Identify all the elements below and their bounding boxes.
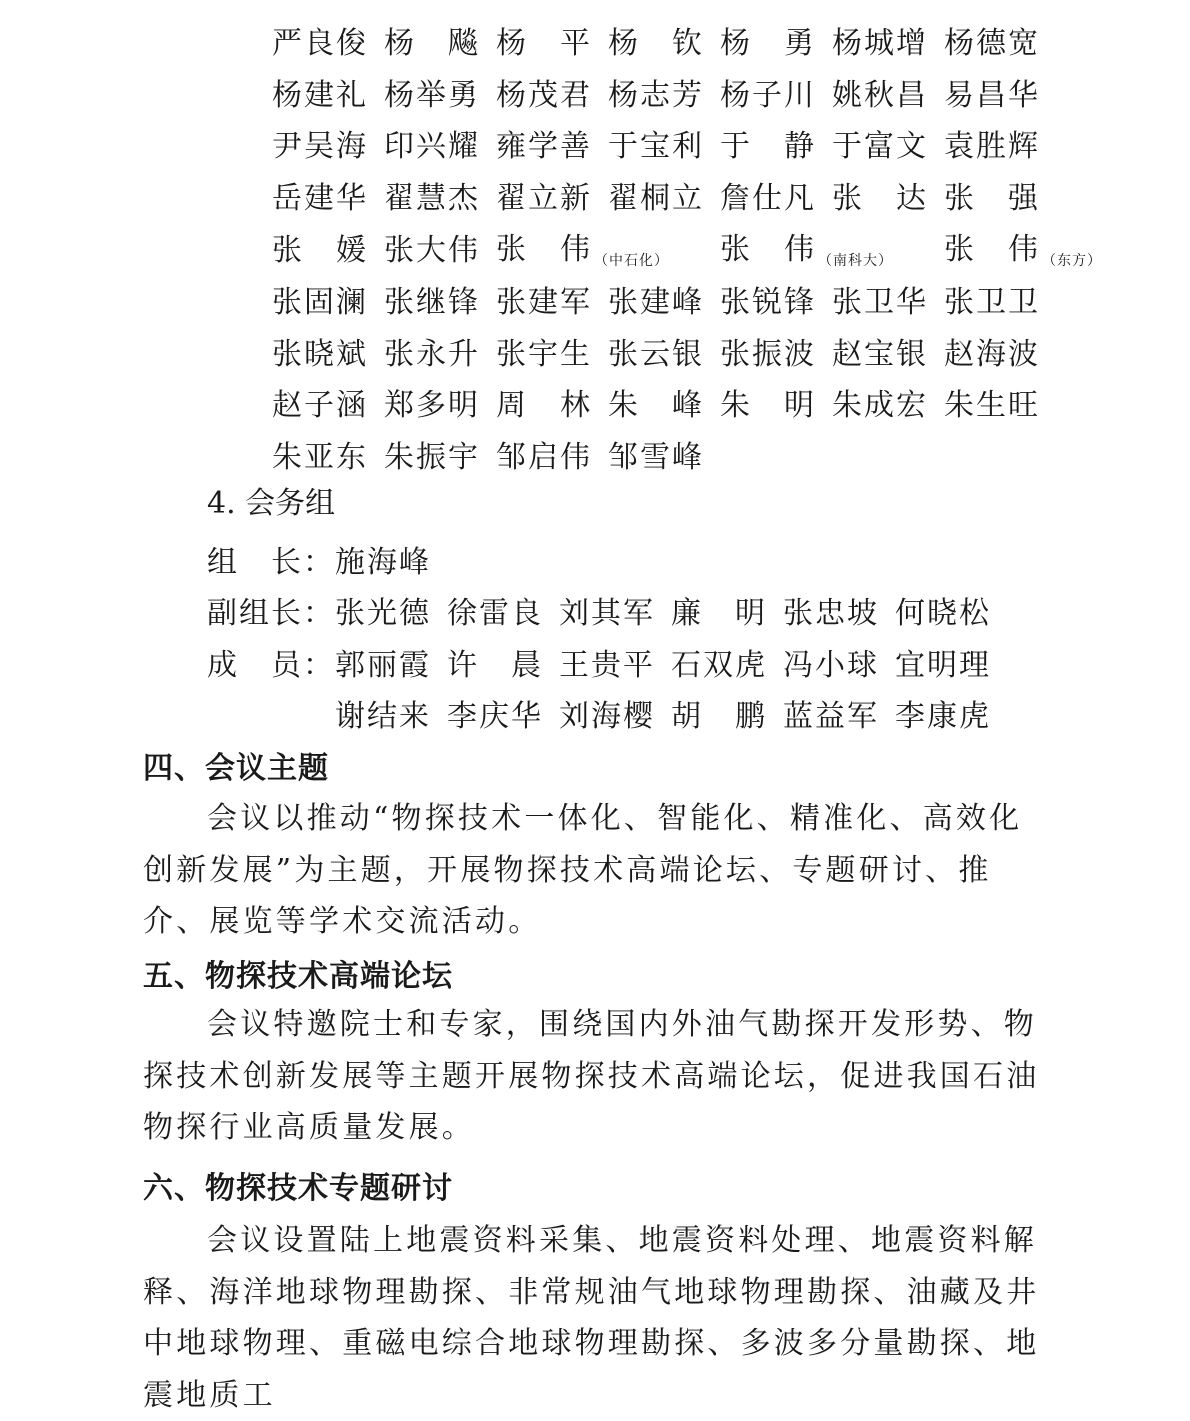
person-name: 詹仕凡	[720, 181, 816, 217]
person-name: 翟立新	[496, 181, 592, 217]
person-name: 姚秋昌	[832, 77, 928, 113]
person-name: 李庆华	[447, 699, 543, 735]
role-label: 副组长：	[207, 596, 335, 632]
person-name: 岳建华	[272, 181, 368, 217]
members-row	[207, 636, 1007, 688]
person-name: 张光德	[335, 596, 431, 632]
person-name: 张大伟	[384, 233, 480, 269]
name-row	[272, 221, 1104, 273]
person-name: 周 林	[496, 388, 592, 424]
affiliation-note: （南科大）	[818, 253, 893, 270]
person-name: 徐雷良	[447, 596, 543, 632]
person-name: 张云银	[608, 336, 704, 372]
affiliation-note: （东方）	[1042, 253, 1102, 270]
person-name: 张锐锋	[720, 284, 816, 320]
person-name-with-affiliation	[496, 224, 720, 270]
person-name: 张 伟	[496, 232, 592, 268]
person-name: 杨城增	[832, 25, 928, 61]
deputy-row	[207, 585, 1007, 637]
name-row	[272, 66, 1104, 118]
committee-name-list	[272, 14, 1104, 480]
person-name: 谢结来	[335, 699, 431, 735]
person-name: 张晓斌	[272, 336, 368, 372]
group-heading: 4. 会务组	[207, 486, 336, 521]
person-name: 郭丽霞	[335, 647, 431, 683]
person-name: 杨茂君	[496, 77, 592, 113]
role-label: 组 长：	[207, 544, 335, 580]
person-name: 朱 峰	[608, 388, 704, 424]
person-name: 张固澜	[272, 284, 368, 320]
person-name: 杨建礼	[272, 77, 368, 113]
person-name-with-affiliation	[944, 224, 1104, 270]
person-name: 印兴耀	[384, 129, 480, 165]
person-name: 袁胜辉	[944, 129, 1040, 165]
name-row	[272, 428, 1104, 480]
person-name: 张卫卫	[944, 284, 1040, 320]
person-name: 张振波	[720, 336, 816, 372]
person-name: 何晓松	[895, 596, 991, 632]
person-name: 蓝益军	[783, 699, 879, 735]
person-name: 杨 飚	[384, 25, 480, 61]
person-name: 王贵平	[559, 647, 655, 683]
person-name: 杨 勇	[720, 25, 816, 61]
section-heading: 五、物探技术高端论坛	[143, 959, 453, 994]
name-row	[272, 169, 1104, 221]
person-name: 翟桐立	[608, 181, 704, 217]
person-name: 朱振宇	[384, 440, 480, 476]
person-name: 朱 明	[720, 388, 816, 424]
affiliation-note: （中石化）	[594, 253, 669, 270]
section-paragraph: 会议以推动“物探技术一体化、智能化、精准化、高效化创新发展”为主题，开展物探技术高端论坛、专题研讨、推介、展览等学术交流活动。	[143, 801, 1023, 939]
person-name: 杨举勇	[384, 77, 480, 113]
role-label: 成 员：	[207, 647, 335, 683]
person-name: 张永升	[384, 336, 480, 372]
person-name: 赵海波	[944, 336, 1040, 372]
person-name-with-affiliation	[720, 224, 944, 270]
person-name: 刘海樱	[559, 699, 655, 735]
person-name: 张继锋	[384, 284, 480, 320]
name-row	[272, 14, 1104, 66]
person-name: 翟慧杰	[384, 181, 480, 217]
person-name: 邹启伟	[496, 440, 592, 476]
person-name: 郑多明	[384, 388, 480, 424]
person-name: 张 媛	[272, 233, 368, 269]
person-name: 张 达	[832, 181, 928, 217]
person-name: 许 晨	[447, 647, 543, 683]
person-name: 张建军	[496, 284, 592, 320]
person-name: 易昌华	[944, 77, 1040, 113]
section-paragraph: 会议设置陆上地震资料采集、地震资料处理、地震资料解释、海洋地球物理勘探、非常规油气地球物理勘探、油藏及井中地球物理、重磁电综合地球物理勘探、多波多分量勘探、地震地质工	[143, 1223, 1040, 1413]
person-name: 施海峰	[335, 544, 431, 580]
section-paragraph: 会议特邀院士和专家，围绕国内外油气勘探开发形势、物探技术创新发展等主题开展物探技术高端论坛，促进我国石油物探行业高质量发展。	[143, 1007, 1040, 1145]
person-name: 尹吴海	[272, 129, 368, 165]
person-name: 严良俊	[272, 25, 368, 61]
person-name: 杨子川	[720, 77, 816, 113]
person-name: 杨志芳	[608, 77, 704, 113]
person-name: 于富文	[832, 129, 928, 165]
person-name: 胡 鹏	[671, 699, 767, 735]
person-name: 杨德宽	[944, 25, 1040, 61]
person-name: 冯小球	[783, 647, 879, 683]
person-name: 张卫华	[832, 284, 928, 320]
person-name: 赵子涵	[272, 388, 368, 424]
leader-row	[207, 533, 1007, 585]
section-heading: 六、物探技术专题研讨	[143, 1171, 453, 1206]
person-name: 杨 钦	[608, 25, 704, 61]
person-name: 廉 明	[671, 596, 767, 632]
person-name: 朱成宏	[832, 388, 928, 424]
person-name: 朱亚东	[272, 440, 368, 476]
person-name: 朱生旺	[944, 388, 1040, 424]
person-name: 杨 平	[496, 25, 592, 61]
name-row	[272, 377, 1104, 429]
person-name: 雍学善	[496, 129, 592, 165]
person-name: 邹雪峰	[608, 440, 704, 476]
person-name: 刘其军	[559, 596, 655, 632]
person-name: 张 伟	[720, 232, 816, 268]
person-name: 张宇生	[496, 336, 592, 372]
person-name: 李康虎	[895, 699, 991, 735]
name-row	[272, 273, 1104, 325]
person-name: 于 静	[720, 129, 816, 165]
name-row	[272, 325, 1104, 377]
person-name: 张忠坡	[783, 596, 879, 632]
name-row	[272, 118, 1104, 170]
section-heading: 四、会议主题	[143, 751, 329, 786]
person-name: 石双虎	[671, 647, 767, 683]
conference-affairs-group	[207, 533, 1007, 739]
person-name: 于宝利	[608, 129, 704, 165]
person-name: 张 伟	[944, 232, 1040, 268]
person-name: 赵宝银	[832, 336, 928, 372]
person-name: 宜明理	[895, 647, 991, 683]
person-name: 张建峰	[608, 284, 704, 320]
members-row-continued	[207, 688, 1007, 740]
person-name: 张 强	[944, 181, 1040, 217]
